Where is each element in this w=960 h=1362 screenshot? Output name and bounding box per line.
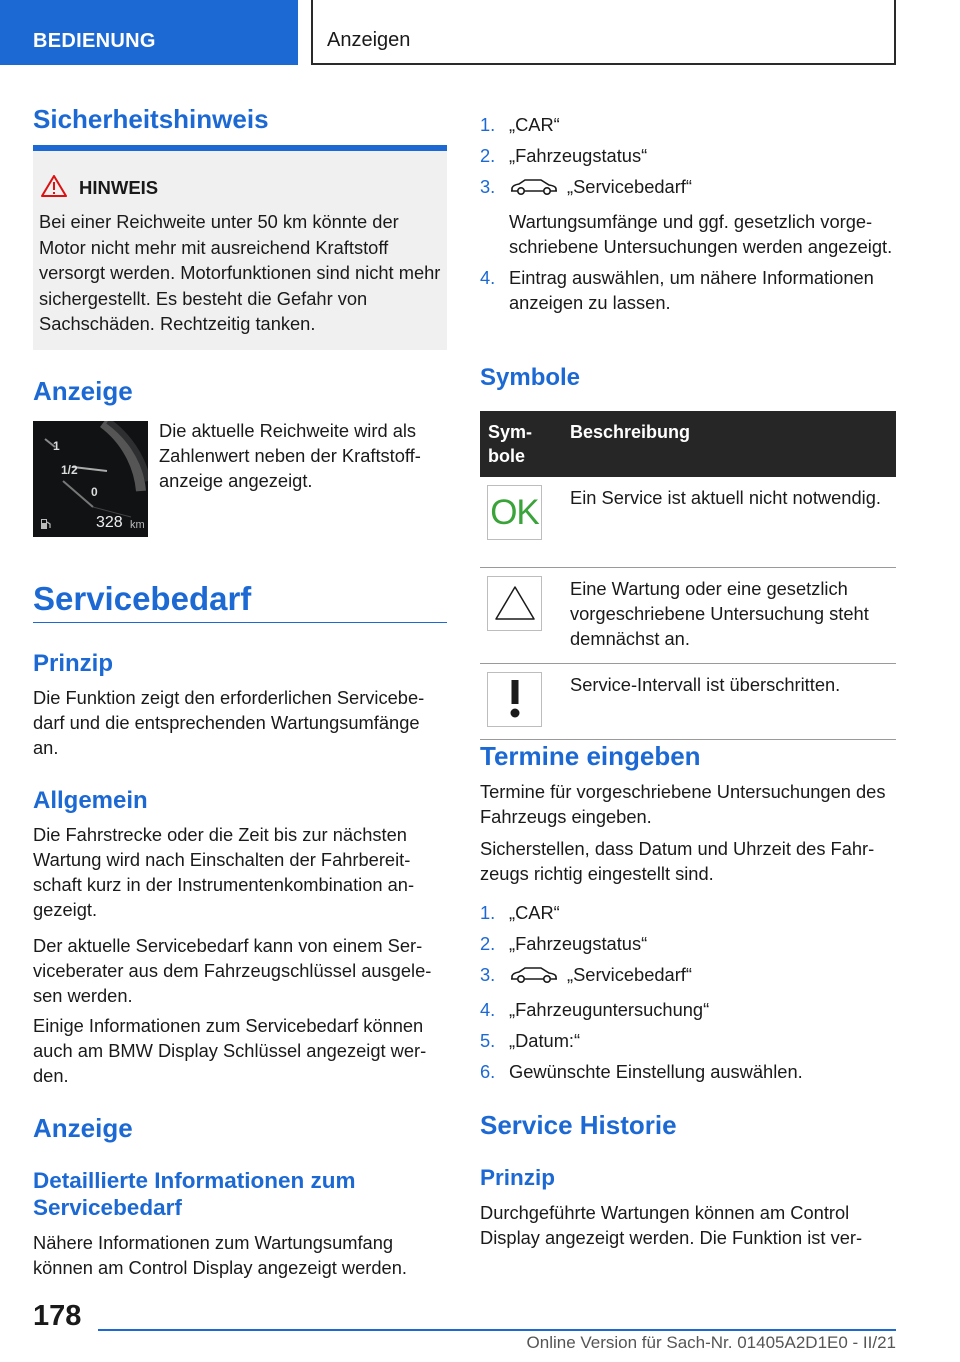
notice-text: Bei einer Reichweite unter 50 km könnte der Motor nicht mehr mit ausreichend Kraftstoff versorgt werden. Motorfunktionen sind nicht mehr sichergestellt. Es besteht die Gefahr von Sachschäden. Rechtzeitig tanken. [39, 211, 441, 334]
detail-heading: Detaillierte Informationen zum Servicebedarf [33, 1168, 356, 1220]
exclamation-icon [487, 672, 542, 727]
gauge-mark-full: 1 [53, 439, 60, 453]
list-item: 1. „CAR“ [480, 114, 560, 135]
termine-heading: Termine eingeben [480, 741, 701, 771]
list-item: 3. „Servicebedarf“ Wartungsumfänge und ggf. gesetzlich vorgeschriebene Untersuchungen werden angezeigt. [480, 174, 896, 259]
prinzip-heading: Prinzip [33, 650, 114, 677]
symbols-table [480, 411, 896, 740]
table-cell-description: Eine Wartung oder eine gesetzlich vorgeschriebene Untersuchung steht demnächst an. [562, 567, 896, 663]
historie-prinzip-heading: Prinzip [480, 1165, 556, 1190]
col-header-description: Beschreibung [562, 411, 896, 477]
fuel-pump-icon [39, 517, 53, 531]
table-cell-description: Service-Intervall ist überschritten. [562, 663, 896, 739]
table-header-row [480, 411, 896, 477]
historie-heading: Service Historie [480, 1110, 677, 1140]
steps-list-1 [480, 112, 896, 321]
header-section-label: BEDIENUNG [33, 30, 156, 52]
range-gauge-image [33, 421, 148, 537]
list-item: 4. „Fahrzeuguntersuchung“ [480, 999, 710, 1020]
col-header-symbol: Symbole [480, 411, 562, 477]
termine-paragraph-1: Termine für vorgeschriebene Untersuchungen des Fahrzeugs eingeben. [480, 781, 886, 827]
step-3-subtext: Wartungsumfänge und ggf. gesetzlich vorgeschriebene Untersuchungen werden angezeigt. [509, 211, 893, 257]
notice-header [41, 175, 158, 202]
car-icon [509, 965, 559, 991]
footer-rule [98, 1329, 896, 1331]
header-topic-label: Anzeigen [327, 29, 411, 51]
header-topic-box [311, 0, 896, 65]
gauge-range-unit: km [130, 519, 145, 531]
ok-icon: OK [487, 485, 542, 540]
footer-text: Online Version für Sach-Nr. 01405A2D1E0 - II/21 [526, 1333, 896, 1352]
list-item: 6. Gewünschte Einstellung auswählen. [480, 1061, 803, 1082]
warning-triangle-icon [41, 175, 67, 202]
prinzip-text: Die Funktion zeigt den erforderlichen Servicebedarf und die entsprechenden Wartungsumfänge an. [33, 687, 425, 758]
list-item: 5. „Datum:“ [480, 1030, 581, 1051]
list-item: 3. „Servicebedarf“ [480, 962, 896, 991]
allgemein-paragraph-3: Einige Informationen zum Servicebedarf können auch am BMW Display Schlüssel angezeigt werden. [33, 1015, 427, 1086]
warning-triangle-icon [487, 576, 542, 631]
allgemein-paragraph-1: Die Fahrstrecke oder die Zeit bis zur nächsten Wartung wird nach Einschalten der Fahrbereitschaft kurz in der Instrumentenkombination angezeigt. [33, 824, 415, 920]
symbole-heading: Symbole [480, 364, 581, 391]
allgemein-heading: Allgemein [33, 787, 148, 814]
gauge-mark-empty: 0 [91, 485, 98, 499]
anzeige-heading: Anzeige [33, 376, 133, 406]
table-row [480, 567, 896, 663]
page-number: 178 [33, 1300, 82, 1332]
termine-paragraph-2: Sicherstellen, dass Datum und Uhrzeit des Fahrzeugs richtig eingestellt sind. [480, 838, 875, 884]
list-item: 4. Eintrag auswählen, um nähere Informationen anzeigen zu lassen. [480, 267, 874, 313]
header-section-tab [0, 0, 298, 65]
table-cell-description: Ein Service ist aktuell nicht notwendig. [562, 477, 896, 567]
list-item: 2. „Fahrzeugstatus“ [480, 145, 648, 166]
anzeige-heading-2: Anzeige [33, 1113, 133, 1143]
detail-text: Nähere Informationen zum Wartungsumfang können am Control Display angezeigt werden. [33, 1232, 407, 1278]
car-icon [509, 177, 559, 203]
table-row [480, 663, 896, 739]
allgemein-paragraph-2: Der aktuelle Servicebedarf kann von einem Serviceberater aus dem Fahrzeugschlüssel ausgelesen werden. [33, 935, 432, 1006]
notice-box [33, 145, 447, 350]
notice-label: HINWEIS [79, 177, 159, 198]
steps-list-2 [480, 900, 896, 1090]
historie-text: Durchgeführte Wartungen können am Control Display angezeigt werden. Die Funktion ist ver- [480, 1202, 863, 1248]
list-item: 1. „CAR“ [480, 902, 560, 923]
gauge-mark-half: 1/2 [61, 463, 78, 477]
list-item: 2. „Fahrzeugstatus“ [480, 933, 648, 954]
gauge-range-value: 328 [96, 514, 123, 531]
table-row [480, 477, 896, 567]
section-divider [33, 622, 447, 623]
anzeige-text: Die aktuelle Reichweite wird als Zahlenwert neben der Kraftstoffanzeige angezeigt. [159, 420, 421, 491]
servicebedarf-heading: Servicebedarf [33, 580, 252, 617]
safety-heading: Sicherheitshinweis [33, 104, 269, 134]
